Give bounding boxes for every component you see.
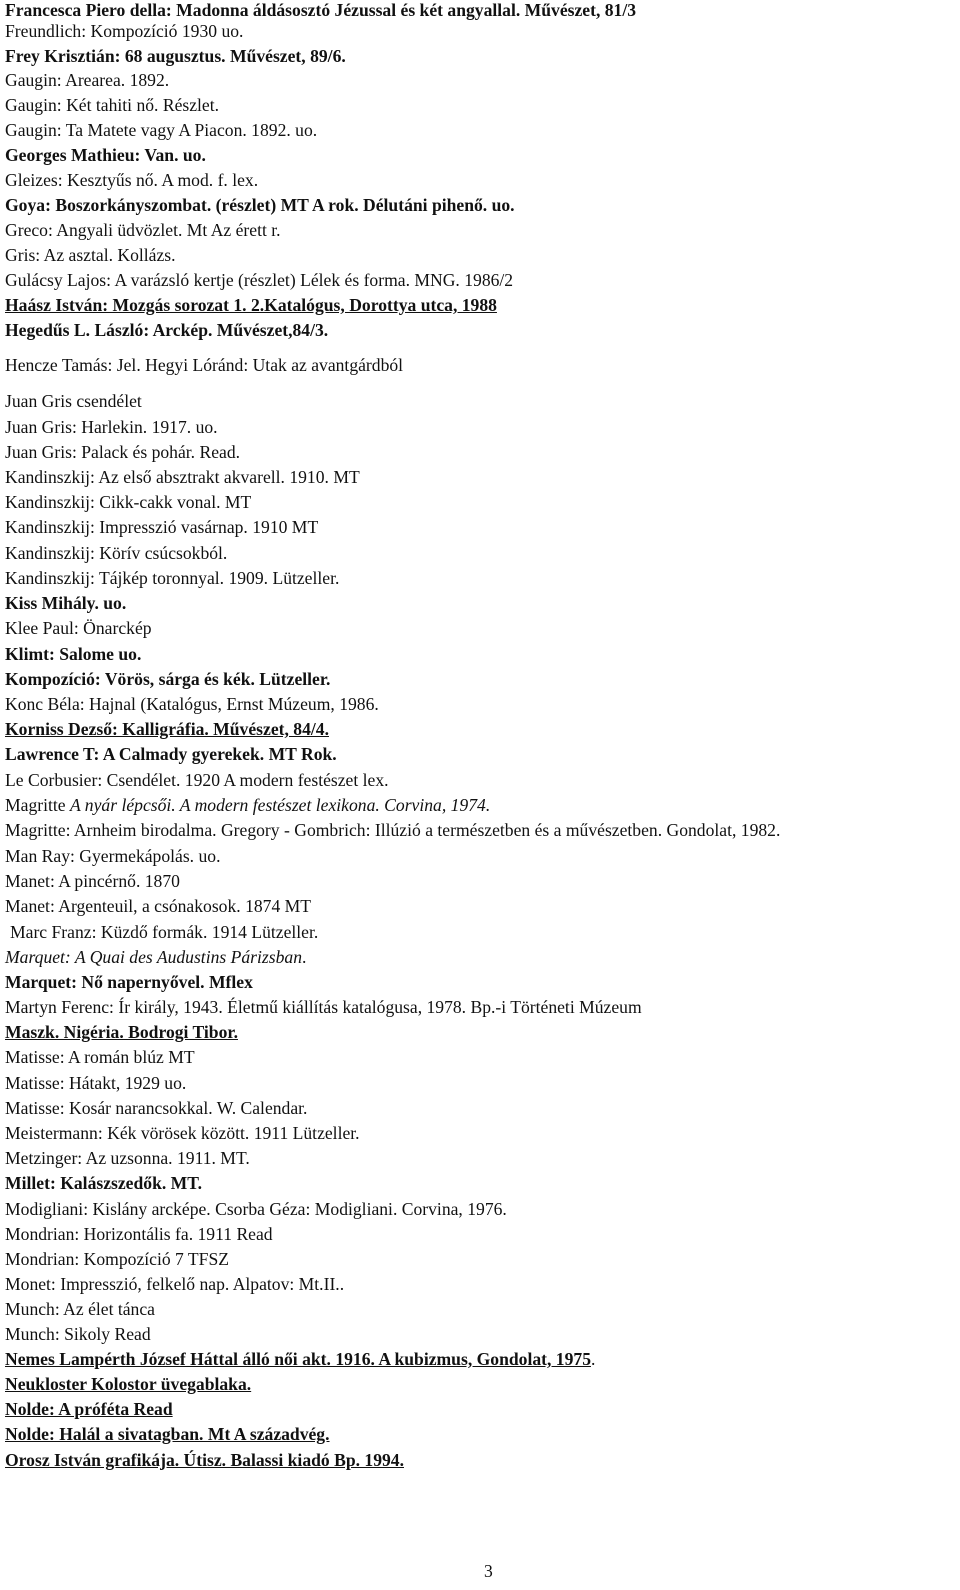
entry-text: Juan Gris: Harlekin. 1917. uo.	[5, 417, 218, 437]
catalog-entry	[5, 1274, 344, 1295]
entry-text: Francesca Piero della: Madonna áldásosztó Jézussal és két angyallal. Művészet, 81/3	[5, 0, 637, 20]
entry-text: .	[591, 1349, 596, 1369]
entry-text: Hegedűs L. László: Arckép. Művészet,84/3.	[5, 320, 329, 340]
catalog-entry	[5, 1173, 202, 1194]
entry-text: Lawrence T: A Calmady gyerekek. MT Rok.	[5, 744, 337, 764]
catalog-entry	[5, 719, 329, 740]
entry-text: Gleizes: Kesztyűs nő. A mod. f. lex.	[5, 170, 259, 190]
entry-text: Meistermann: Kék vörösek között. 1911 Lützeller.	[5, 1123, 360, 1143]
entry-text: Matisse: Hátakt, 1929 uo.	[5, 1073, 187, 1093]
entry-text: Juan Gris: Palack és pohár. Read.	[5, 442, 241, 462]
entry-text: Orosz István grafikája. Útisz. Balassi kiadó Bp. 1994.	[5, 1450, 404, 1470]
catalog-entry	[5, 1224, 273, 1245]
catalog-entry	[5, 1047, 195, 1068]
catalog-entry	[5, 1424, 330, 1445]
entry-text: Haász István: Mozgás sorozat 1. 2.Katalógus, Dorottya utca, 1988	[5, 295, 497, 315]
catalog-entry	[5, 871, 180, 892]
catalog-entry	[5, 568, 339, 589]
entry-text: Le Corbusier: Csendélet. 1920 A modern festészet lex.	[5, 770, 389, 790]
entry-text: A nyár lépcsői. A modern festészet lexikona. Corvina, 1974.	[69, 795, 491, 815]
catalog-entry	[5, 820, 780, 841]
entry-text: Frey Krisztián: 68 augusztus. Művészet, 89/6.	[5, 46, 346, 66]
entry-text: Hencze Tamás: Jel. Hegyi Lóránd: Utak az avantgárdból	[5, 355, 404, 375]
entry-text: Neukloster Kolostor üvegablaka.	[5, 1374, 252, 1394]
entry-text: Gris: Az asztal. Kollázs.	[5, 245, 176, 265]
entry-text: Monet: Impresszió, felkelő nap. Alpatov: Mt.II..	[5, 1274, 345, 1294]
catalog-entry	[5, 517, 318, 538]
catalog-entry	[5, 1374, 251, 1395]
catalog-entry	[5, 295, 497, 316]
entry-text: Kiss Mihály. uo.	[5, 593, 127, 613]
catalog-entry	[5, 391, 142, 412]
catalog-entry	[5, 1249, 229, 1270]
entry-text: Munch: Az élet tánca	[5, 1299, 155, 1319]
catalog-entry	[5, 644, 141, 665]
catalog-entry	[5, 1199, 507, 1220]
catalog-entry	[5, 1324, 151, 1345]
entry-text: Gaugin: Arearea. 1892.	[5, 70, 170, 90]
catalog-entry	[5, 467, 360, 488]
entry-text: Magritte: Arnheim birodalma. Gregory - Gombrich: Illúzió a természetben és a művészetben. Gondolat, 1982.	[5, 820, 781, 840]
entry-text: Martyn Ferenc: Ír király, 1943. Életmű kiállítás katalógusa, 1978. Bp.-i Történeti Múzeum	[5, 997, 642, 1017]
entry-text: Kandinszkij: Az első absztrakt akvarell. 1910. MT	[5, 467, 360, 487]
entry-text: Kandinszkij: Körív csúcsokból.	[5, 543, 228, 563]
catalog-entry	[5, 947, 306, 968]
entry-text: Klimt: Salome uo.	[5, 644, 142, 664]
entry-text: Nolde: Halál a sivatagban. Mt A századvég.	[5, 1424, 330, 1444]
entry-text: Munch: Sikoly Read	[5, 1324, 151, 1344]
catalog-entry	[5, 1073, 186, 1094]
catalog-entry	[5, 593, 126, 614]
catalog-entry	[5, 972, 253, 993]
catalog-entry	[5, 195, 515, 216]
entry-text: Greco: Angyali üdvözlet. Mt Az érett r.	[5, 220, 281, 240]
catalog-entry	[5, 669, 330, 690]
catalog-entry	[5, 543, 227, 564]
catalog-entry	[5, 1299, 155, 1320]
entry-text: Metzinger: Az uzsonna. 1911. MT.	[5, 1148, 250, 1168]
catalog-entry	[5, 245, 176, 266]
catalog-entry	[5, 694, 379, 715]
entry-text: Korniss Dezső: Kalligráfia. Művészet, 84/4.	[5, 719, 329, 739]
catalog-entry	[5, 442, 240, 463]
catalog-entry	[5, 320, 328, 341]
catalog-entry	[5, 1022, 238, 1043]
catalog-entry	[5, 1123, 360, 1144]
catalog-entry	[5, 46, 346, 67]
catalog-entry	[5, 846, 220, 867]
catalog-entry	[5, 0, 636, 21]
entry-text: Matisse: Kosár narancsokkal. W. Calendar.	[5, 1098, 308, 1118]
entry-text: Nolde: A próféta Read	[5, 1399, 173, 1419]
catalog-entry	[5, 1349, 595, 1370]
entry-text: Mondrian: Horizontális fa. 1911 Read	[5, 1224, 273, 1244]
entry-text: Gaugin: Két tahiti nő. Részlet.	[5, 95, 220, 115]
entry-text: Kandinszkij: Impresszió vasárnap. 1910 MT	[5, 517, 319, 537]
entry-text: Magritte	[5, 795, 70, 815]
entry-text: Konc Béla: Hajnal (Katalógus, Ernst Múzeum, 1986.	[5, 694, 379, 714]
catalog-entry	[5, 492, 251, 513]
entry-text: Man Ray: Gyermekápolás. uo.	[5, 846, 221, 866]
entry-text: Nemes Lampérth József Háttal álló női akt. 1916. A kubizmus, Gondolat, 1975	[5, 1349, 591, 1369]
catalog-entry	[5, 417, 218, 438]
entry-text: Mondrian: Kompozíció 7 TFSZ	[5, 1249, 229, 1269]
entry-text: Manet: A pincérnő. 1870	[5, 871, 180, 891]
entry-text: Georges Mathieu: Van. uo.	[5, 145, 206, 165]
entry-text: Juan Gris csendélet	[5, 391, 142, 411]
entry-text: Freundlich: Kompozíció 1930 uo.	[5, 21, 244, 41]
catalog-entry	[5, 997, 642, 1018]
page-number: 3	[484, 1561, 493, 1581]
catalog-entry	[5, 896, 311, 917]
catalog-entry	[5, 220, 281, 241]
catalog-entry	[5, 21, 243, 42]
catalog-entry	[5, 145, 206, 166]
catalog-entry	[5, 120, 317, 141]
catalog-entry	[5, 270, 513, 291]
catalog-entry	[5, 1450, 404, 1471]
entry-text: Gulácsy Lajos: A varázsló kertje (részlet) Lélek és forma. MNG. 1986/2	[5, 270, 514, 290]
entry-text: Kompozíció: Vörös, sárga és kék. Lützeller.	[5, 669, 331, 689]
catalog-entry	[5, 355, 403, 376]
entry-text: Millet: Kalászszedők. MT.	[5, 1173, 203, 1193]
entry-text: Marquet: Nő napernyővel. Mflex	[5, 972, 253, 992]
entry-text: Kandinszkij: Tájkép toronnyal. 1909. Lützeller.	[5, 568, 340, 588]
entry-text: Maszk. Nigéria. Bodrogi Tibor.	[5, 1022, 238, 1042]
catalog-entry	[5, 618, 152, 639]
entry-text: Marc Franz: Küzdő formák. 1914 Lützeller.	[10, 922, 319, 942]
catalog-entry	[5, 770, 389, 791]
catalog-entry	[5, 1148, 250, 1169]
entry-text: Matisse: A román blúz MT	[5, 1047, 195, 1067]
entry-text: Klee Paul: Önarckép	[5, 618, 152, 638]
entry-text: .	[302, 947, 307, 967]
catalog-entry	[5, 1098, 307, 1119]
catalog-entry	[5, 70, 169, 91]
entry-text: Kandinszkij: Cikk-cakk vonal. MT	[5, 492, 252, 512]
catalog-entry	[5, 170, 258, 191]
catalog-entry	[10, 922, 318, 943]
catalog-entry	[5, 744, 337, 765]
entry-text: Goya: Boszorkányszombat. (részlet) MT A rok. Délutáni pihenő. uo.	[5, 195, 515, 215]
catalog-entry	[5, 1399, 173, 1420]
catalog-entry	[5, 95, 219, 116]
catalog-entry	[5, 795, 490, 816]
entry-text: Manet: Argenteuil, a csónakosok. 1874 MT	[5, 896, 312, 916]
entry-text: Modigliani: Kislány arcképe. Csorba Géza: Modigliani. Corvina, 1976.	[5, 1199, 507, 1219]
entry-text: Gaugin: Ta Matete vagy A Piacon. 1892. uo.	[5, 120, 318, 140]
entry-text: Marquet: A Quai des Audustins Párizsban	[5, 947, 302, 967]
